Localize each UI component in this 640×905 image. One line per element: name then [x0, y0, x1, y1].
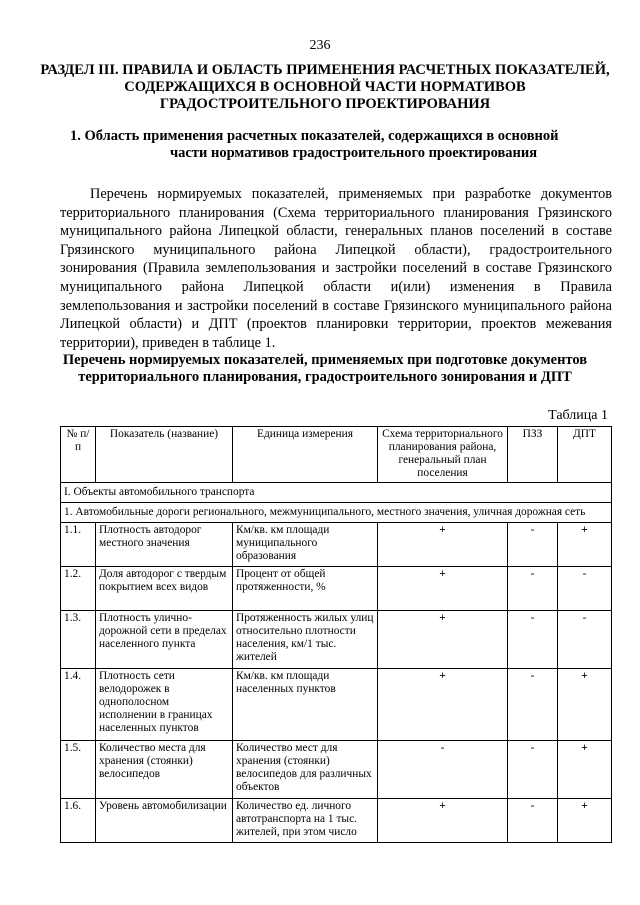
subsection-title-line2: части нормативов градостроительного проектирования: [170, 145, 538, 161]
table-caption: Таблица 1: [548, 408, 608, 423]
row-scheme: +: [378, 669, 508, 741]
header-scheme: Схема территориального планирования района, генеральный план поселения: [378, 427, 508, 483]
row-unit: Количество ед. личного автотранспорта на 1 тыс. жителей, при этом число: [233, 799, 378, 843]
row-unit: Процент от общей протяженности, %: [233, 567, 378, 611]
row-dpt: -: [558, 567, 612, 611]
intro-paragraph: Перечень нормируемых показателей, применяемых при разработке документов территориального планирования (Схема территориального планирования Грязинского муниципального района Липецкой области, генеральных планов поселений в составе Грязинского муниципального района Липецкой области), градостроительного зонирования (Правила землепользования и застройки поселений в составе Грязинского муниципального района Липецкой области и(или) изменения в Правила землепользования и застройки поселений в составе Грязинского муниципального района Липецкой области) и ДПТ (проектов планировки территории, проектов межевания территории), приведен в таблице 1.: [60, 186, 612, 351]
header-dpt: ДПТ: [558, 427, 612, 483]
row-dpt: -: [558, 611, 612, 669]
table-header-row: [61, 427, 612, 483]
row-name: Плотность автодорог местного значения: [96, 523, 233, 567]
row-dpt: +: [558, 669, 612, 741]
header-pzz: ПЗЗ: [508, 427, 558, 483]
row-pzz: -: [508, 741, 558, 799]
header-name: Показатель (название): [96, 427, 233, 483]
header-num: № п/п: [61, 427, 96, 483]
table-section-row: [61, 483, 612, 503]
row-unit: Количество мест для хранения (стоянки) велосипедов для различных объектов: [233, 741, 378, 799]
row-num: 1.5.: [61, 741, 96, 799]
row-pzz: -: [508, 799, 558, 843]
table-row: [61, 611, 612, 669]
row-name: Количество места для хранения (стоянки) велосипедов: [96, 741, 233, 799]
row-num: 1.2.: [61, 567, 96, 611]
row-scheme: +: [378, 523, 508, 567]
row-num: 1.6.: [61, 799, 96, 843]
row-name: Доля автодорог с твердым покрытием всех видов: [96, 567, 233, 611]
row-name: Плотность сети велодорожек в однополосном исполнении в границах населенных пунктов: [96, 669, 233, 741]
row-scheme: +: [378, 611, 508, 669]
subsection-title: [70, 128, 610, 162]
row-name: Плотность улично-дорожной сети в пределах населенного пункта: [96, 611, 233, 669]
row-dpt: +: [558, 523, 612, 567]
row-pzz: -: [508, 567, 558, 611]
row-num: 1.1.: [61, 523, 96, 567]
table-row: [61, 799, 612, 843]
table-row: [61, 523, 612, 567]
table-group-row: [61, 503, 612, 523]
page-number: 236: [309, 38, 331, 53]
row-num: 1.4.: [61, 669, 96, 741]
row-unit: Протяженность жилых улиц относительно плотности населения, км/1 тыс. жителей: [233, 611, 378, 669]
row-unit: Км/кв. км площади муниципального образования: [233, 523, 378, 567]
row-dpt: +: [558, 799, 612, 843]
table-row: [61, 741, 612, 799]
section-row-label: I. Объекты автомобильного транспорта: [61, 483, 612, 503]
row-pzz: -: [508, 669, 558, 741]
row-scheme: +: [378, 567, 508, 611]
row-unit: Км/кв. км площади населенных пунктов: [233, 669, 378, 741]
row-num: 1.3.: [61, 611, 96, 669]
row-scheme: +: [378, 799, 508, 843]
row-dpt: +: [558, 741, 612, 799]
group-row-label: 1. Автомобильные дороги регионального, межмуниципального, местного значения, уличная дорожная сеть: [61, 503, 612, 523]
table-title: Перечень нормируемых показателей, применяемых при подготовке документов территориального планирования, градостроительного зонирования и ДПТ: [62, 352, 588, 385]
table-row: [61, 567, 612, 611]
row-pzz: -: [508, 523, 558, 567]
indicators-table: [60, 426, 612, 843]
table-row: [61, 669, 612, 741]
row-name: Уровень автомобилизации: [96, 799, 233, 843]
row-pzz: -: [508, 611, 558, 669]
subsection-title-line1: 1. Область применения расчетных показателей, содержащихся в основной: [70, 128, 559, 144]
row-scheme: -: [378, 741, 508, 799]
section-title: РАЗДЕЛ III. ПРАВИЛА И ОБЛАСТЬ ПРИМЕНЕНИЯ РАСЧЕТНЫХ ПОКАЗАТЕЛЕЙ, СОДЕРЖАЩИХСЯ В ОСНОВНОЙ ЧАСТИ НОРМАТИВОВ ГРАДОСТРОИТЕЛЬНОГО ПРОЕКТИРОВАНИЯ: [40, 62, 610, 112]
header-unit: Единица измерения: [233, 427, 378, 483]
